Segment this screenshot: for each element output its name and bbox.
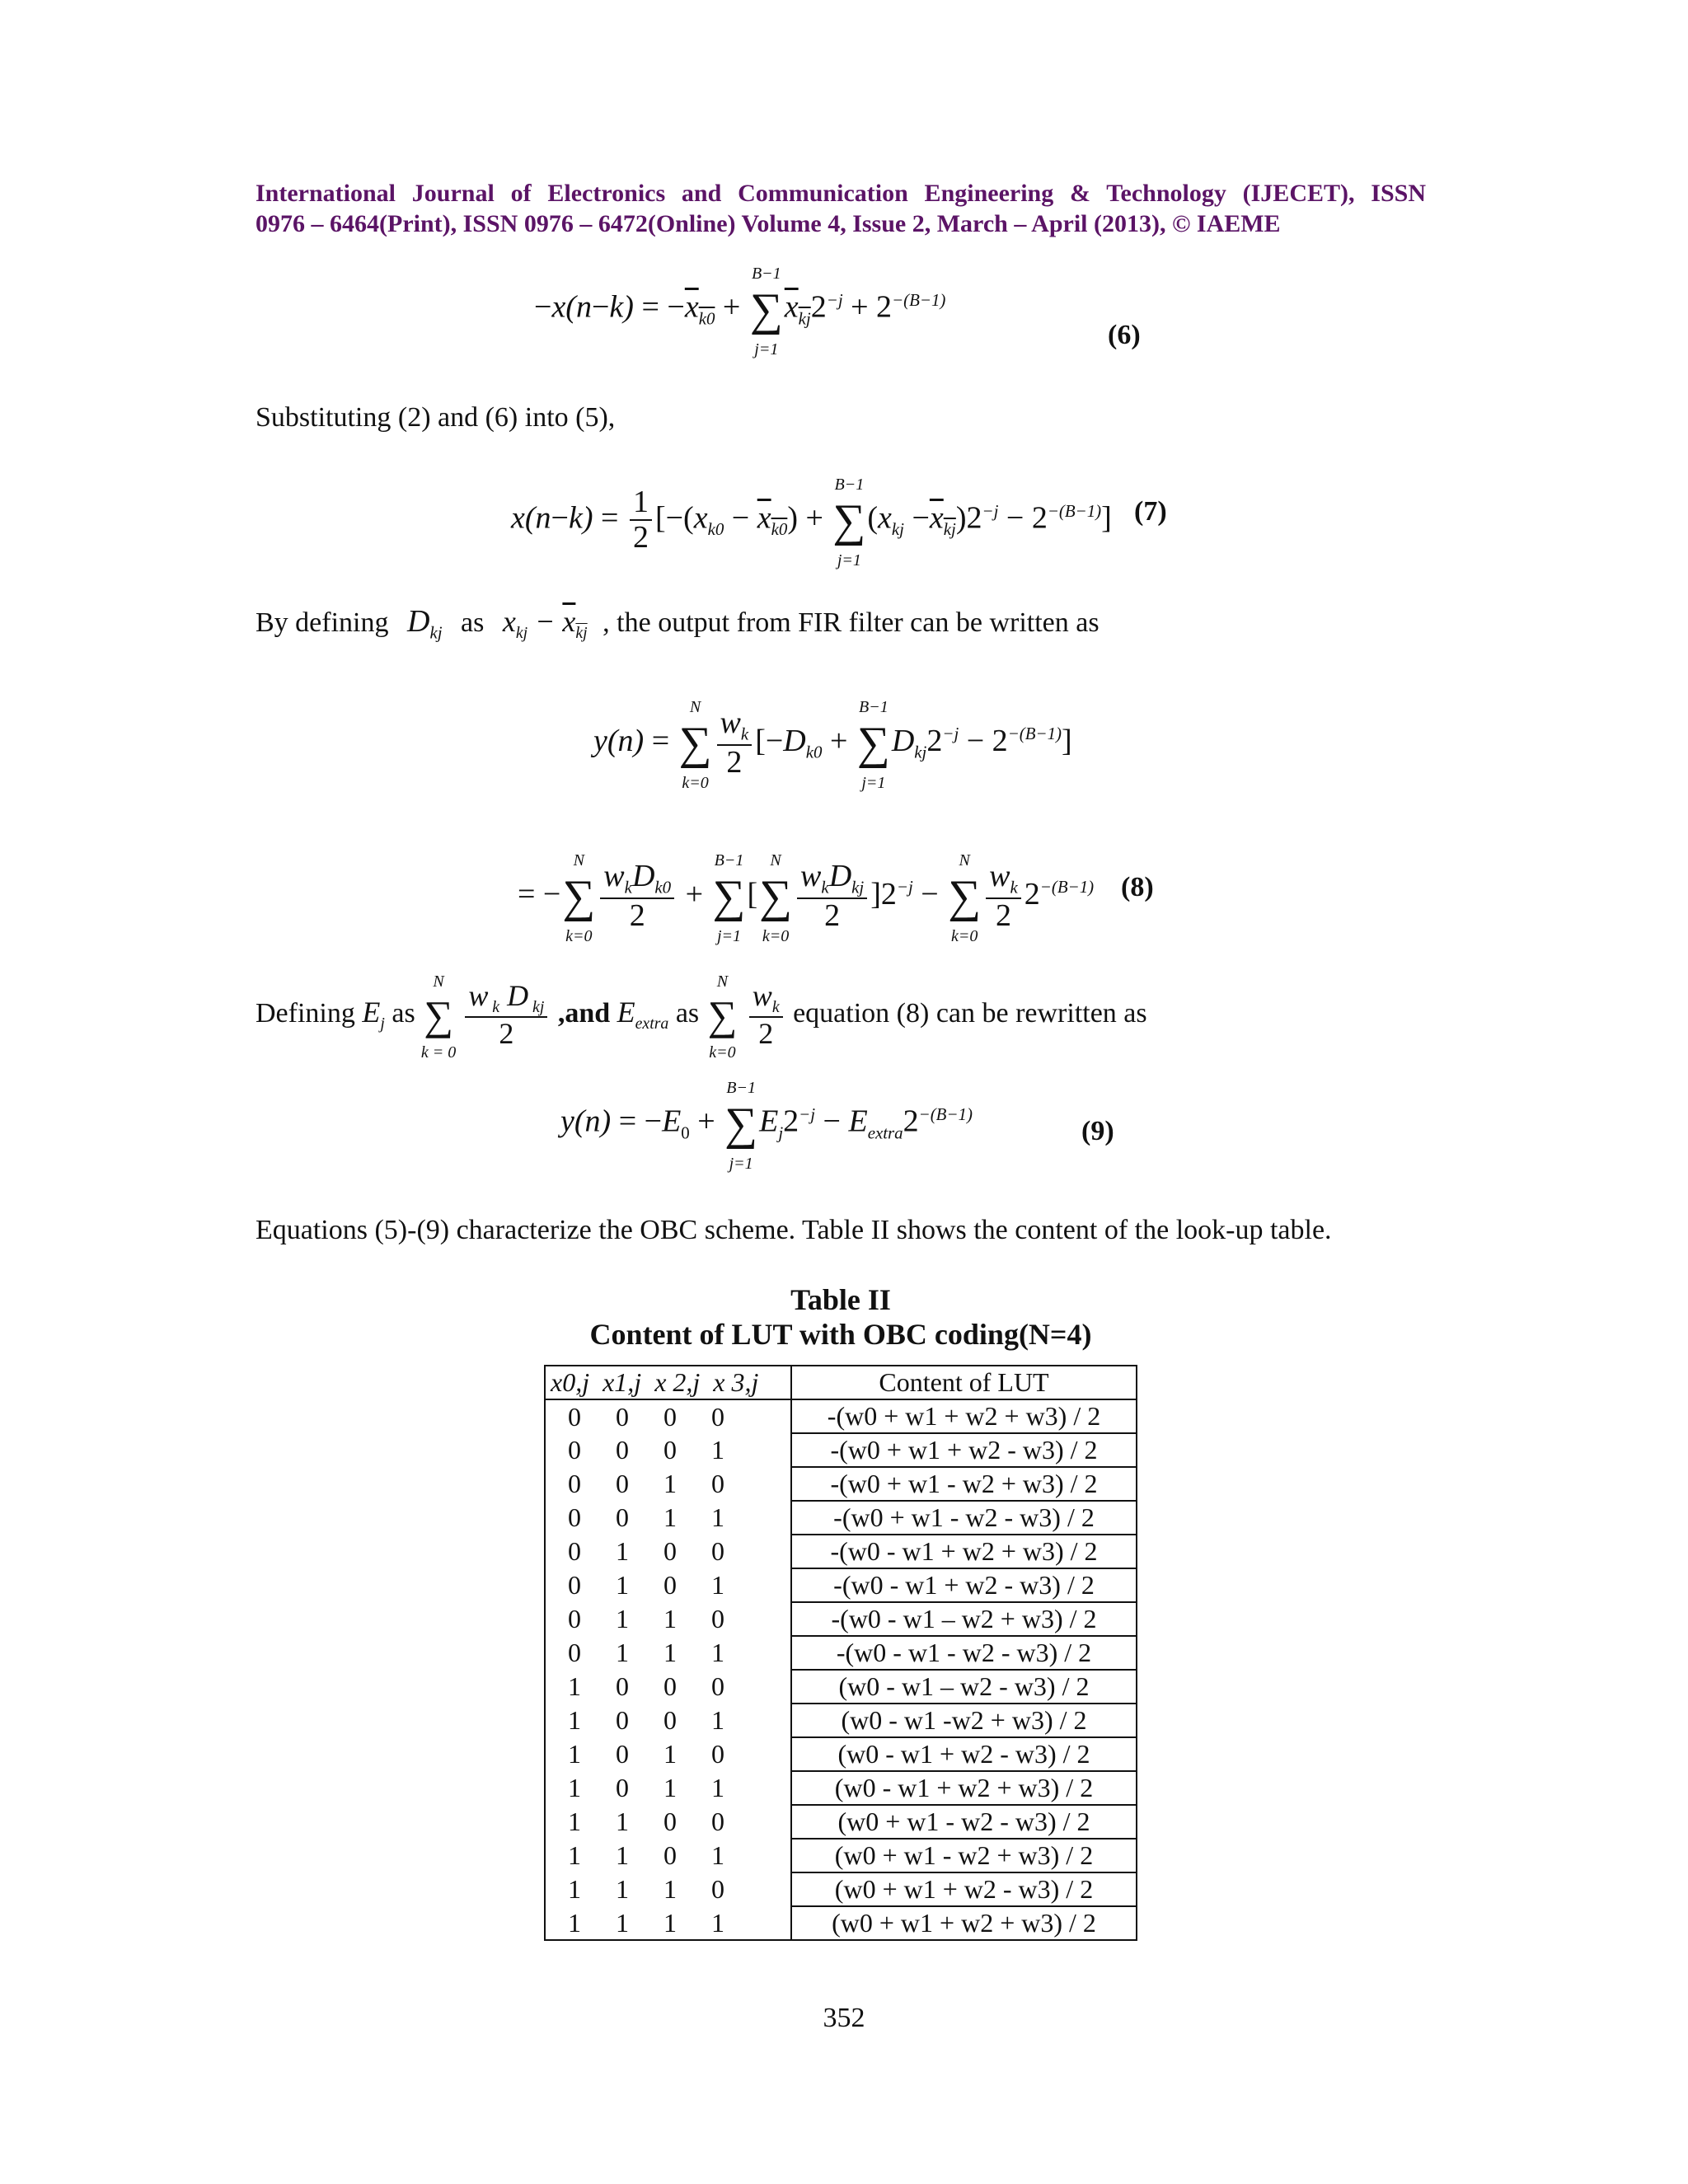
defining-a: Defining (256, 998, 355, 1029)
bit-value: 0 (568, 1469, 581, 1498)
bit-value: 0 (663, 1435, 677, 1465)
bit-value: 1 (568, 1840, 581, 1870)
table-row (545, 1568, 1137, 1602)
bit-value: 0 (616, 1671, 629, 1701)
journal-header (256, 178, 1426, 239)
defining-as2: as (675, 998, 700, 1029)
bit-value: 0 (616, 1469, 629, 1498)
lut-content-cell: (w0 - w1 + w2 + w3) / 2 (791, 1771, 1137, 1805)
bit-value: 0 (663, 1536, 677, 1566)
bit-value: 1 (568, 1807, 581, 1836)
bit-value: 1 (711, 1705, 724, 1735)
bit-value: 0 (711, 1874, 724, 1904)
bits-cell (545, 1704, 791, 1737)
lut-content-cell: -(w0 - w1 + w2 - w3) / 2 (791, 1568, 1137, 1602)
bit-value: 0 (568, 1570, 581, 1600)
bit-value: 0 (616, 1401, 629, 1432)
bit-value: 0 (711, 1536, 724, 1566)
equation-9: $y(n) = -E_0$ + ∑ B−1 j=1 $E_j2^{-j} - E_{extra}2^{-(B-1)}$ (560, 1079, 973, 1173)
substituting-text: Substituting (2) and (6) into (5), (256, 402, 616, 433)
lut-content-cell: (w0 - w1 – w2 - w3) / 2 (791, 1670, 1137, 1704)
obc-scheme-text: Equations (5)-(9) characterize the OBC scheme. Table II shows the content of the look-up table. (256, 1215, 1332, 1245)
lut-content-cell: -(w0 + w1 - w2 - w3) / 2 (791, 1501, 1137, 1535)
bit-value: 1 (616, 1907, 629, 1938)
by-defining-text: By defining $D_{kj}$ as $x_{kj} - \overline{x}_{\overline{kj}}$ , the output from FIR filter can be written as (256, 604, 1100, 643)
bits-cell (545, 1670, 791, 1704)
bit-value: 0 (711, 1739, 724, 1769)
table-row (545, 1467, 1137, 1501)
bit-value: 1 (663, 1773, 677, 1802)
table-title-line: Table II (790, 1283, 891, 1316)
bit-value: 1 (663, 1604, 677, 1633)
bit-value: 1 (711, 1907, 724, 1938)
header-bit-0: x0,j (551, 1367, 590, 1397)
bit-value: 1 (711, 1502, 724, 1532)
bit-value: 1 (663, 1638, 677, 1667)
equation-7: x(n−k) = $\frac{1}{2}$ [$-(x_{k0} - \overline{x}_{k0})$ + ∑ B−1 j=1 $(x_{kj} -\overline{x}_{\overline{kj}})2^{-j} - 2^{-(B-1)}$] (511, 475, 1112, 569)
equation-9-number: (9) (1081, 1116, 1114, 1146)
bit-value: 1 (568, 1671, 581, 1701)
header-bit-2: x 2,j (654, 1367, 701, 1397)
header-content: Content of LUT (791, 1366, 1137, 1399)
bit-value: 1 (568, 1773, 581, 1802)
table-row (545, 1433, 1137, 1467)
bit-value: 0 (663, 1401, 677, 1432)
bit-value: 0 (711, 1401, 724, 1432)
bit-value: 0 (616, 1739, 629, 1769)
bits-cell (545, 1839, 791, 1872)
bit-value: 0 (711, 1604, 724, 1633)
page-number: 352 (823, 2003, 865, 2033)
bit-value: 1 (616, 1570, 629, 1600)
bit-value: 0 (711, 1469, 724, 1498)
bit-value: 0 (616, 1773, 629, 1802)
bit-value: 1 (663, 1907, 677, 1938)
table-row (545, 1399, 1137, 1433)
bit-value: 0 (711, 1807, 724, 1836)
bit-value: 1 (663, 1502, 677, 1532)
bits-cell (545, 1568, 791, 1602)
lut-content-cell: -(w0 - w1 + w2 + w3) / 2 (791, 1535, 1137, 1568)
lut-content-cell: (w0 + w1 + w2 - w3) / 2 (791, 1872, 1137, 1906)
bit-value: 1 (711, 1435, 724, 1465)
table-row (545, 1501, 1137, 1535)
table-row (545, 1670, 1137, 1704)
bit-value: 0 (568, 1536, 581, 1566)
bits-cell (545, 1399, 791, 1433)
bits-cell (545, 1771, 791, 1805)
bits-cell (545, 1535, 791, 1568)
bit-value: 1 (711, 1840, 724, 1870)
bits-cell (545, 1467, 791, 1501)
bit-value: 1 (616, 1638, 629, 1667)
by-defining-as: as (461, 607, 485, 638)
bit-value: 1 (711, 1773, 724, 1802)
bit-value: 0 (568, 1502, 581, 1532)
lut-content-cell: (w0 + w1 + w2 + w3) / 2 (791, 1906, 1137, 1940)
bit-value: 0 (663, 1840, 677, 1870)
header-bits (545, 1366, 791, 1399)
defining-text: Defining $E_j$ as ∑ N k = 0 $\frac{w _k D _{kj}}{2}$ ,and $E_{extra}$ as ∑ N k=0 $\frac{w_k}{2}$ equation (8) can be rewritten as (256, 972, 1147, 1062)
equation-6-number: (6) (1108, 320, 1141, 350)
table-row (545, 1839, 1137, 1872)
bit-value: 0 (663, 1807, 677, 1836)
bit-value: 1 (616, 1604, 629, 1633)
bit-value: 1 (663, 1739, 677, 1769)
header-bit-3: x 3,j (713, 1367, 759, 1397)
bit-value: 1 (568, 1874, 581, 1904)
lut-content-cell: -(w0 - w1 – w2 + w3) / 2 (791, 1602, 1137, 1636)
bit-value: 1 (616, 1874, 629, 1904)
equation-yn: y(n) = ∑ N k=0 $\frac{w_k}{2}$ [$-D_{k0}$ + ∑ B−1 j=1 $D_{kj}2^{-j} - 2^{-(B-1)}$] (593, 698, 1072, 793)
table-title (544, 1282, 1137, 1352)
bit-value: 0 (663, 1705, 677, 1735)
defining-b: equation (8) can be rewritten as (793, 998, 1147, 1029)
bit-value: 1 (568, 1907, 581, 1938)
bits-cell (545, 1872, 791, 1906)
equation-8: = −∑ N k=0 $\frac{w_kD_{k0}}{2}$ + ∑ B−1 j=1 [∑ N k=0 $\frac{w_kD_{kj}}{2}$ ]$2^{-j}$ − ∑ N k=0 $\frac{w_k}{2}$ $2^{-(B-1)}$ (518, 851, 1095, 946)
equation-7-number: (7) (1134, 496, 1167, 527)
bits-cell (545, 1636, 791, 1670)
bits-cell (545, 1906, 791, 1940)
header-line-2: 0976 – 6464(Print), ISSN 0976 – 6472(Online) Volume 4, Issue 2, March – April (2013), © IAEME (256, 210, 1281, 237)
defining-as: as (392, 998, 415, 1029)
lut-content-cell: (w0 - w1 + w2 - w3) / 2 (791, 1737, 1137, 1771)
lut-table (544, 1365, 1137, 1941)
bit-value: 1 (663, 1874, 677, 1904)
header-bit-1: x1,j (603, 1367, 642, 1397)
lut-content-cell: (w0 + w1 - w2 - w3) / 2 (791, 1805, 1137, 1839)
table-row (545, 1805, 1137, 1839)
bits-cell (545, 1501, 791, 1535)
table-row (545, 1535, 1137, 1568)
table-row (545, 1737, 1137, 1771)
by-defining-b: , the output from FIR filter can be written as (603, 607, 1100, 638)
lut-content-cell: -(w0 + w1 + w2 - w3) / 2 (791, 1433, 1137, 1467)
bit-value: 0 (663, 1570, 677, 1600)
header-line-1: International Journal of Electronics and Communication Engineering & Technology (IJECET), ISSN (256, 180, 1426, 207)
table-subtitle: Content of LUT with OBC coding(N=4) (589, 1318, 1092, 1351)
bit-value: 1 (616, 1840, 629, 1870)
equation-8-number: (8) (1121, 872, 1154, 902)
bits-cell (545, 1602, 791, 1636)
bit-value: 1 (663, 1469, 677, 1498)
bit-value: 1 (568, 1705, 581, 1735)
bits-cell (545, 1805, 791, 1839)
bit-value: 0 (568, 1401, 581, 1432)
bit-value: 1 (711, 1570, 724, 1600)
lut-content-cell: -(w0 + w1 - w2 + w3) / 2 (791, 1467, 1137, 1501)
table-row (545, 1771, 1137, 1805)
bit-value: 0 (616, 1502, 629, 1532)
bits-cell (545, 1737, 791, 1771)
bit-value: 0 (568, 1604, 581, 1633)
equation-6: $-x(n-k) = -\overline{x}_{k0}$ + ∑ B−1 j=1 $\overline{x}_{\overline{kj}}2^{-j} + 2^{-(B-1)}$ (534, 265, 946, 359)
by-defining-a: By defining (256, 607, 389, 638)
lut-content-cell: (w0 + w1 - w2 + w3) / 2 (791, 1839, 1137, 1872)
bit-value: 1 (711, 1638, 724, 1667)
bit-value: 0 (568, 1435, 581, 1465)
lut-content-cell: (w0 - w1 -w2 + w3) / 2 (791, 1704, 1137, 1737)
bit-value: 0 (616, 1435, 629, 1465)
bit-value: 1 (568, 1739, 581, 1769)
table-row (545, 1906, 1137, 1940)
table-row (545, 1602, 1137, 1636)
bit-value: 0 (616, 1705, 629, 1735)
bit-value: 1 (616, 1536, 629, 1566)
bit-value: 0 (568, 1638, 581, 1667)
bit-value: 1 (616, 1807, 629, 1836)
lut-content-cell: -(w0 - w1 - w2 - w3) / 2 (791, 1636, 1137, 1670)
defining-and: ,and (557, 998, 611, 1029)
bit-value: 0 (663, 1671, 677, 1701)
table-header-row (545, 1366, 1137, 1399)
table-row (545, 1872, 1137, 1906)
bit-value: 0 (711, 1671, 724, 1701)
table-row (545, 1636, 1137, 1670)
bits-cell (545, 1433, 791, 1467)
table-row (545, 1704, 1137, 1737)
lut-content-cell: -(w0 + w1 + w2 + w3) / 2 (791, 1399, 1137, 1433)
